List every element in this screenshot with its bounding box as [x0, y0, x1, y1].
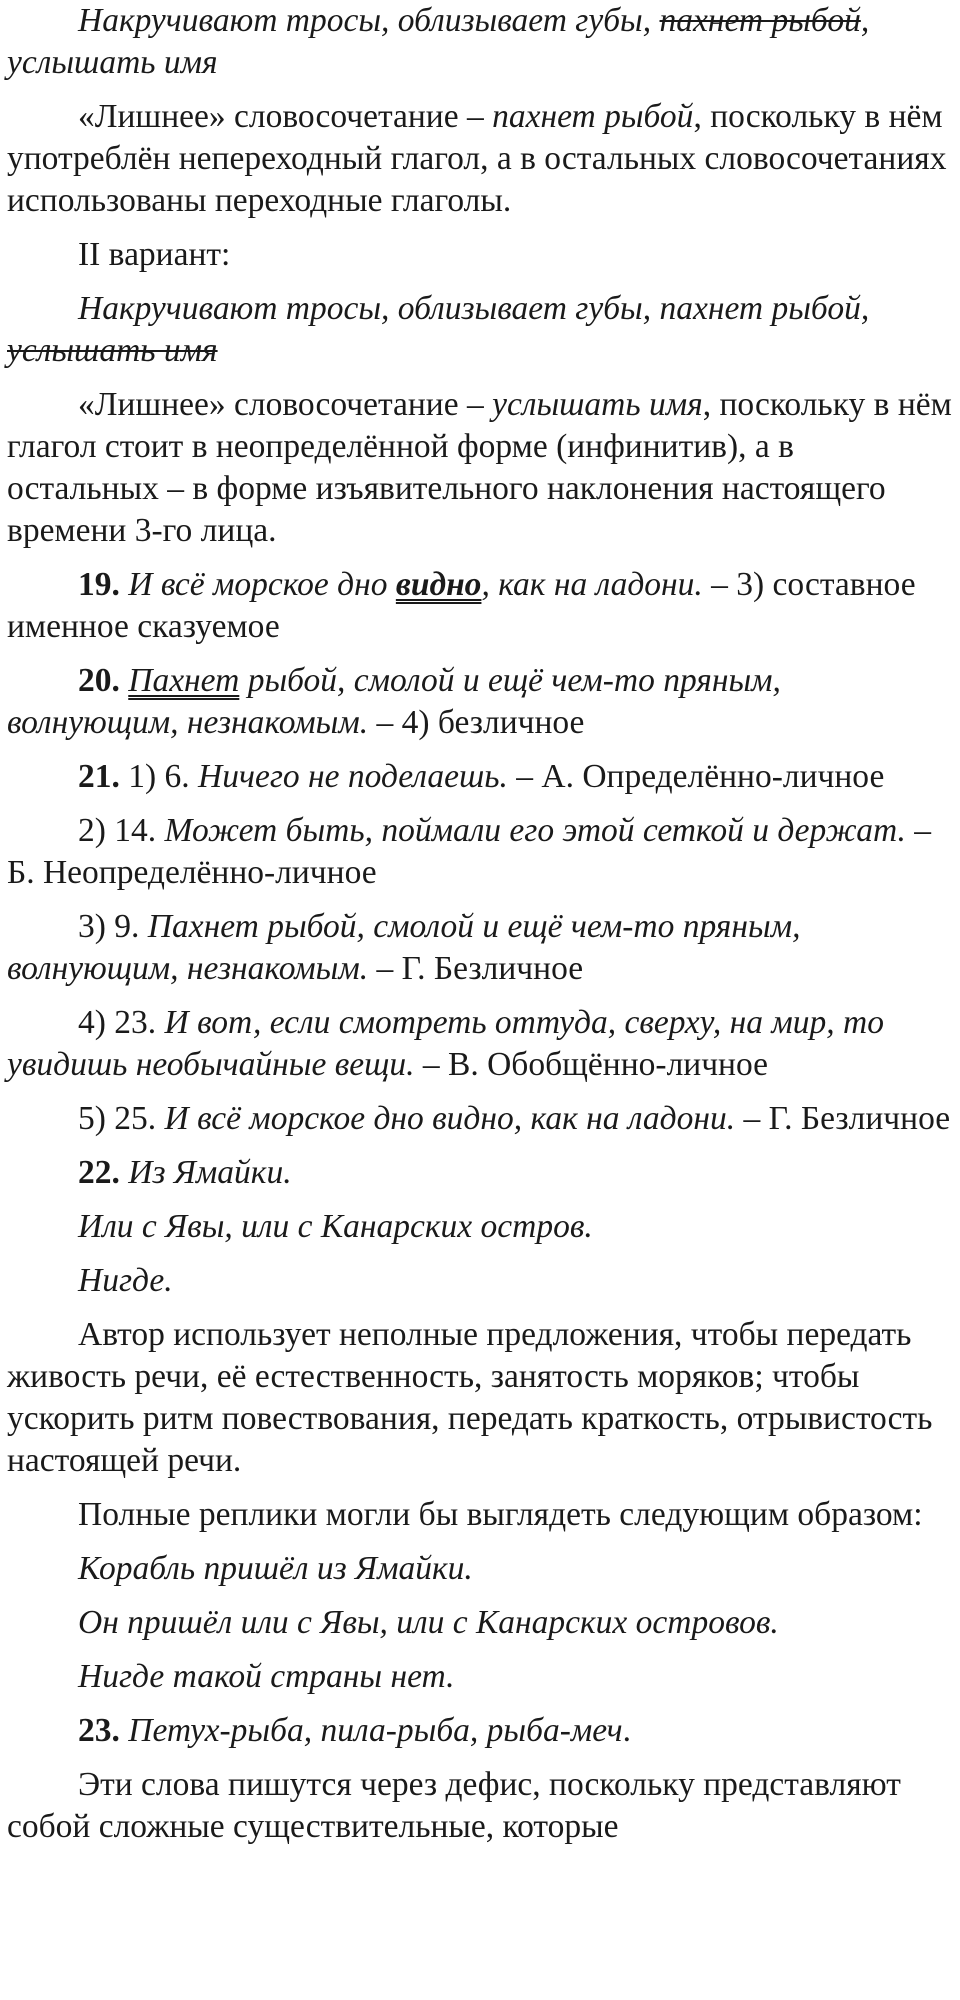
variant-2-heading: II вариант: — [78, 236, 231, 273]
extra-phrase: услышать имя — [492, 386, 703, 423]
task-19: 19. И всё морское дно видно, как на ладони. – 3) составное именное сказуемое — [7, 566, 916, 645]
phrase-list: Накручивают тросы, облизывает губы, пахнет рыбой, — [78, 290, 870, 327]
task-21-item-4: 4) 23. И вот, если смотреть оттуда, сверху, на мир, то увидишь необычайные вещи. – В. Обобщённо-личное — [7, 1004, 884, 1083]
task-number: 22. — [78, 1154, 120, 1191]
task-21-item-5: 5) 25. И всё морское дно видно, как на ладони. – Г. Безличное — [78, 1100, 951, 1137]
task-21-item-3: 3) 9. Пахнет рыбой, смолой и ещё чем-то пряным, волнующим, незнакомым. – Г. Безличное — [7, 908, 801, 987]
task-21-item-2: 2) 14. Может быть, поймали его этой сеткой и держат. – Б. Неопределённо-личное — [7, 812, 932, 891]
task-23: 23. Петух-рыба, пила-рыба, рыба-меч. — [78, 1712, 632, 1749]
task-22-explanation: Автор использует неполные предложения, чтобы передать живость речи, её естественность, занятость моряков; чтобы ускорить ритм повествования, передать краткость, отрывистость настоящей речи. — [7, 1316, 933, 1479]
task-number: 19. — [78, 566, 120, 603]
task-21-item-1: 21. 1) 6. Ничего не поделаешь. – А. Определённо-личное — [78, 758, 885, 795]
extra-phrase: пахнет рыбой — [492, 98, 694, 135]
task-number: 23. — [78, 1712, 120, 1749]
task-22-line-3: Нигде. — [78, 1262, 173, 1299]
variant-1-explanation: «Лишнее» словосочетание – пахнет рыбой, поскольку в нём употреблён непереходный глагол, а в остальных словосочетаниях использованы переходные глаголы. — [7, 98, 947, 219]
task-22-intro-full: Полные реплики могли бы выглядеть следующим образом: — [78, 1496, 923, 1533]
predicate-underlined: видно — [395, 566, 482, 603]
task-22-line-2: Или с Явы, или с Канарских остров. — [78, 1208, 593, 1245]
phrase-list-end: , услышать имя — [7, 2, 870, 81]
document-page — [7, 0, 953, 1860]
task-answer: – 3) составное именное сказуемое — [7, 566, 916, 645]
task-answer: – 4) безличное — [368, 704, 585, 741]
task-22-line-1: 22. Из Ямайки. — [78, 1154, 292, 1191]
variant-2-phrases — [7, 288, 953, 372]
task-number: 20. — [78, 662, 120, 699]
task-22-full-3: Нигде такой страны нет. — [78, 1658, 455, 1695]
phrase-list: Накручивают тросы, облизывает губы, — [78, 2, 660, 39]
task-number: 21. — [78, 758, 120, 795]
predicate-underlined: Пахнет — [128, 662, 240, 699]
task-22-full-1: Корабль пришёл из Ямайки. — [78, 1550, 473, 1587]
variant-1-phrases — [7, 0, 953, 84]
crossed-phrase: услышать имя — [7, 332, 218, 369]
task-22-full-2: Он пришёл или с Явы, или с Канарских островов. — [78, 1604, 779, 1641]
variant-2-explanation: «Лишнее» словосочетание – услышать имя, поскольку в нём глагол стоит в неопределённой форме (инфинитив), а в остальных – в форме изъявительного наклонения настоящего времени 3-го лица. — [7, 386, 952, 549]
crossed-phrase: пахнет рыбой — [659, 2, 861, 39]
task-20: 20. Пахнет рыбой, смолой и ещё чем-то пряным, волнующим, незнакомым. – 4) безличное — [7, 662, 781, 741]
task-23-explanation: Эти слова пишутся через дефис, поскольку представляют собой сложные существительные, которые — [7, 1766, 901, 1845]
